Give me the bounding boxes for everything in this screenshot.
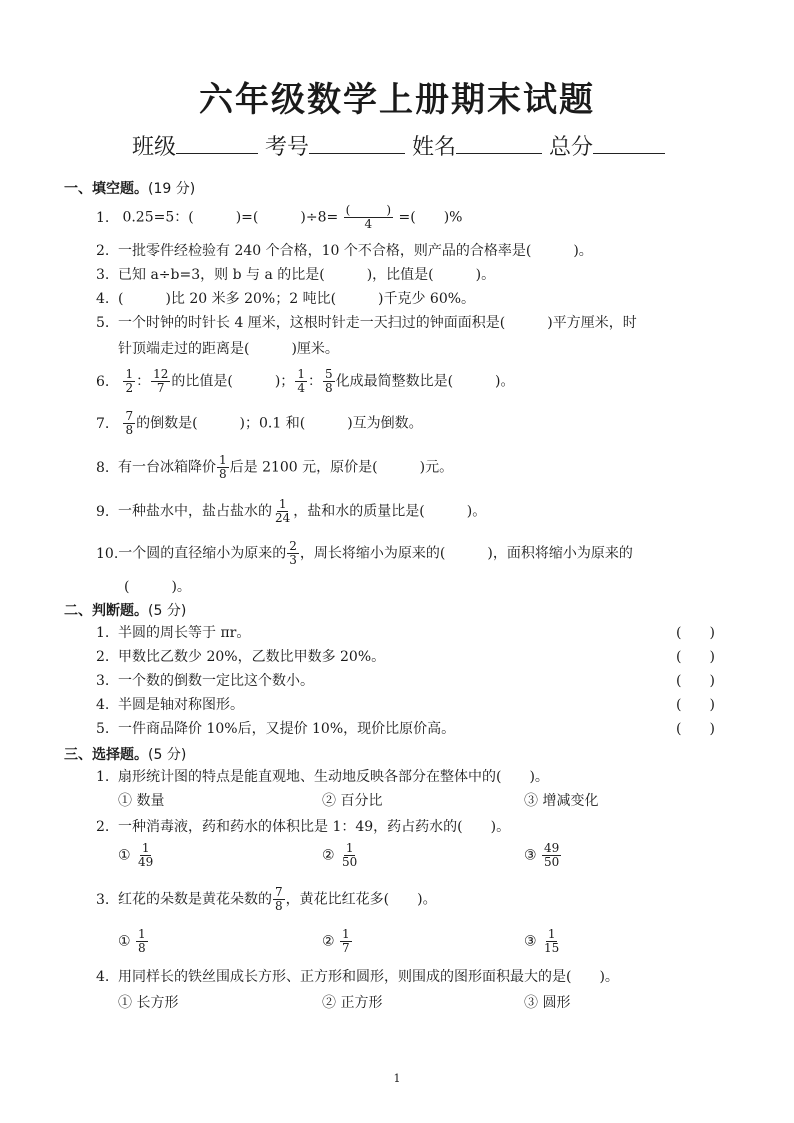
- fill-question-5: 5. 一个时钟的时针长 4 厘米，这根时针走一天扫过的钟面面积是( )平方厘米，时: [96, 315, 637, 331]
- judge-answer-box: ( ): [676, 649, 715, 665]
- choice-option: ① 长方形: [118, 995, 179, 1011]
- page-title: 六年级数学上册期末试题: [199, 80, 595, 120]
- choice-question-3: 3. 红花的朵数是黄花朵数的 $\frac{7}{8}$ ，黄花比红花多( )。: [96, 885, 437, 913]
- fraction: $\frac{7}{8}$: [125, 409, 134, 437]
- class-blank: [176, 131, 258, 154]
- fill-question-9: 9. 一种盐水中，盐占盐水的 $\frac{1}{24}$ ，盐和水的质量比是( )。: [96, 497, 487, 525]
- fill-question-8: 8. 有一台冰箱降价 $\frac{1}{8}$ 后是 2100 元，原价是( )元。: [96, 453, 454, 481]
- judge-answer-box: ( ): [676, 673, 715, 689]
- choice-option: ③ 圆形: [524, 995, 571, 1011]
- section-judge-heading: 二、判断题。(5 分): [64, 603, 187, 619]
- name-blank: [456, 131, 542, 154]
- choice-option: ③ 增减变化: [524, 793, 599, 809]
- fill-question-2: 2. 一批零件经检验有 240 个合格，10 个不合格，则产品的合格率是( )。: [96, 243, 593, 259]
- fill-question-3: 3. 已知 a÷b=3，则 b 与 a 的比是( )，比值是( )。: [96, 267, 496, 283]
- choice-question-2: 2. 一种消毒液，药和药水的体积比是 1：49，药占药水的( )。: [96, 819, 511, 835]
- page-number: 1: [393, 1072, 401, 1085]
- fraction: $\frac{49}{50}$: [544, 841, 560, 869]
- header-fields: [132, 130, 665, 161]
- fraction: $\frac{1}{15}$: [544, 927, 560, 955]
- exam-no-label: 考号: [265, 135, 310, 160]
- fill-question-1: 1. 0.25=5：( )=( )÷8= $\frac{( )}{4}$ =( )%: [96, 203, 463, 231]
- fill-question-5-line2: 针顶端走过的距离是( )厘米。: [118, 341, 339, 357]
- choice-option: ② 正方形: [322, 995, 383, 1011]
- choice-question-1: 1. 扇形统计图的特点是能直观地、生动地反映各部分在整体中的( )。: [96, 769, 549, 785]
- section-fill-heading: 一、填空题。(19 分): [64, 181, 196, 197]
- fraction: $\frac{1}{2}$: [125, 367, 134, 395]
- judge-answer-box: ( ): [676, 625, 715, 641]
- fraction: $\frac{1}{50}$: [342, 841, 358, 869]
- fraction: $\frac{1}{8}$: [138, 927, 146, 955]
- total-blank: [593, 131, 665, 154]
- choice-option: ① $\frac{1}{49}$: [118, 841, 154, 869]
- choice-option: ① $\frac{1}{8}$: [118, 927, 146, 955]
- fraction: $\frac{7}{8}$: [275, 885, 283, 913]
- fraction: $\frac{1}{49}$: [138, 841, 154, 869]
- total-label: 总分: [549, 135, 594, 160]
- fill-question-10-line2: ( )。: [124, 579, 191, 595]
- fraction: $\frac{( )}{4}$: [345, 203, 392, 231]
- fraction: $\frac{1}{7}$: [342, 927, 350, 955]
- choice-option: ② $\frac{1}{7}$: [322, 927, 350, 955]
- fraction: $\frac{5}{8}$: [324, 367, 333, 395]
- choice-option: ② 百分比: [322, 793, 383, 809]
- fill-question-10: 10.一个圆的直径缩小为原来的 $\frac{2}{3}$ ，周长将缩小为原来的( )，面积将缩小为原来的: [96, 539, 633, 567]
- judge-answer-box: ( ): [676, 697, 715, 713]
- fraction: $\frac{2}{3}$: [289, 539, 297, 567]
- choice-option: ③ $\frac{49}{50}$: [524, 841, 560, 869]
- fraction: $\frac{1}{8}$: [219, 453, 227, 481]
- judge-answer-box: ( ): [676, 721, 715, 737]
- name-label: 姓名: [412, 135, 457, 160]
- section-choice-heading: 三、选择题。(5 分): [64, 747, 187, 763]
- fill-question-4: 4. ( )比 20 米多 20%；2 吨比( )千克少 60%。: [96, 291, 476, 307]
- class-label: 班级: [132, 135, 177, 160]
- judge-question: 3. 一个数的倒数一定比这个数小。: [96, 673, 314, 689]
- fill-question-7: 7. $\frac{7}{8}$ 的倒数是( )；0.1 和( )互为倒数。: [96, 409, 423, 437]
- exam-no-blank: [309, 131, 405, 154]
- fraction: $\frac{1}{24}$: [275, 497, 291, 525]
- fraction: $\frac{1}{4}$: [297, 367, 305, 395]
- choice-option: ① 数量: [118, 793, 165, 809]
- judge-question: 4. 半圆是轴对称图形。: [96, 697, 244, 713]
- fill-question-6: 6. $\frac{1}{2}$ ： $\frac{12}{7}$ 的比值是( )； $\frac{1}{4}$ ： $\frac{5}{8}$ 化成最简整数比是( )。: [96, 367, 515, 395]
- judge-question: 1. 半圆的周长等于 πr。: [96, 625, 251, 641]
- choice-option: ③ $\frac{1}{15}$: [524, 927, 560, 955]
- judge-question: 2. 甲数比乙数少 20%，乙数比甲数多 20%。: [96, 649, 386, 665]
- choice-question-4: 4. 用同样长的铁丝围成长方形、正方形和圆形，则围成的图形面积最大的是( )。: [96, 969, 619, 985]
- choice-option: ② $\frac{1}{50}$: [322, 841, 358, 869]
- judge-question: 5. 一件商品降价 10%后，又提价 10%，现价比原价高。: [96, 721, 456, 737]
- fraction: $\frac{12}{7}$: [153, 367, 169, 395]
